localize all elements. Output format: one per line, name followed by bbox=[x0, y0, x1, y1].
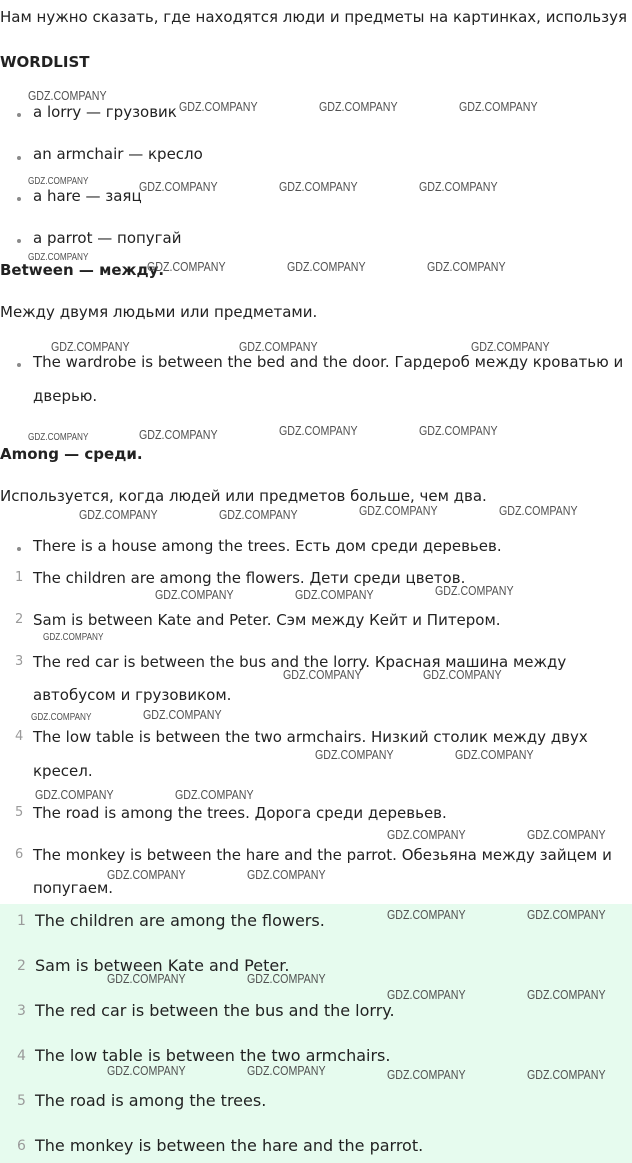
among-description: Используется, когда людей или предметов больше, чем два. bbox=[0, 487, 487, 505]
answer-text: The low table is between the two armchairs. bbox=[35, 1046, 391, 1065]
watermark: GDZ.COMPANY bbox=[387, 907, 466, 922]
bullet bbox=[17, 156, 21, 160]
wordlist-item-lorry: a lorry — грузовик bbox=[33, 103, 177, 121]
item-number: 6 bbox=[15, 847, 24, 862]
watermark: GDZ.COMPANY bbox=[455, 747, 534, 762]
watermark: GDZ.COMPANY bbox=[247, 1063, 326, 1078]
watermark: GDZ.COMPANY bbox=[435, 583, 514, 598]
watermark: GDZ.COMPANY bbox=[28, 252, 89, 263]
watermark: GDZ.COMPANY bbox=[527, 827, 606, 842]
watermark: GDZ.COMPANY bbox=[107, 971, 186, 986]
item-number: 1 bbox=[15, 570, 24, 585]
bullet bbox=[17, 113, 21, 117]
answer-box bbox=[0, 904, 632, 1163]
watermark: GDZ.COMPANY bbox=[423, 667, 502, 682]
numbered-item-text: The red car is between the bus and the lorry. Красная машина между bbox=[33, 653, 567, 671]
watermark: GDZ.COMPANY bbox=[247, 971, 326, 986]
watermark: GDZ.COMPANY bbox=[283, 667, 362, 682]
watermark: GDZ.COMPANY bbox=[527, 1067, 606, 1082]
watermark: GDZ.COMPANY bbox=[419, 423, 498, 438]
numbered-item-text: The children are among the flowers. Дети среди цветов. bbox=[33, 569, 466, 587]
watermark: GDZ.COMPANY bbox=[319, 99, 398, 114]
between-title: Between — между. bbox=[0, 261, 165, 279]
intro-text: Нам нужно сказать, где находятся люди и предметы на картинках, используя bbox=[0, 8, 627, 26]
answer-text: The monkey is between the hare and the parrot. bbox=[35, 1136, 424, 1155]
watermark: GDZ.COMPANY bbox=[279, 179, 358, 194]
watermark: GDZ.COMPANY bbox=[359, 503, 438, 518]
watermark: GDZ.COMPANY bbox=[387, 827, 466, 842]
watermark: GDZ.COMPANY bbox=[459, 99, 538, 114]
numbered-item-text-continued: кресел. bbox=[33, 762, 93, 780]
watermark: GDZ.COMPANY bbox=[35, 787, 114, 802]
watermark: GDZ.COMPANY bbox=[51, 339, 130, 354]
watermark: GDZ.COMPANY bbox=[387, 1067, 466, 1082]
watermark: GDZ.COMPANY bbox=[499, 503, 578, 518]
numbered-item-text: The monkey is between the hare and the parrot. Обезьяна между зайцем и bbox=[33, 846, 612, 864]
watermark: GDZ.COMPANY bbox=[239, 339, 318, 354]
answer-number: 5 bbox=[17, 1093, 26, 1109]
numbered-item-text-continued: автобусом и грузовиком. bbox=[33, 686, 232, 704]
watermark: GDZ.COMPANY bbox=[427, 259, 506, 274]
numbered-item-text: The low table is between the two armchairs. Низкий столик между двух bbox=[33, 728, 588, 746]
answer-number: 2 bbox=[17, 958, 26, 974]
watermark: GDZ.COMPANY bbox=[139, 179, 218, 194]
watermark: GDZ.COMPANY bbox=[43, 632, 104, 643]
watermark: GDZ.COMPANY bbox=[527, 987, 606, 1002]
between-example: The wardrobe is between the bed and the door. Гардероб между кроватью и bbox=[33, 353, 624, 371]
answer-text: The children are among the flowers. bbox=[35, 911, 325, 930]
bullet bbox=[17, 197, 21, 201]
watermark: GDZ.COMPANY bbox=[28, 88, 107, 103]
bullet bbox=[17, 547, 21, 551]
watermark: GDZ.COMPANY bbox=[28, 176, 89, 187]
item-number: 5 bbox=[15, 805, 24, 820]
answer-number: 3 bbox=[17, 1003, 26, 1019]
numbered-item-text: The road is among the trees. Дорога среди деревьев. bbox=[33, 804, 447, 822]
wordlist-item-hare: a hare — заяц bbox=[33, 187, 142, 205]
among-example: There is a house among the trees. Есть дом среди деревьев. bbox=[33, 537, 502, 555]
answer-number: 6 bbox=[17, 1138, 26, 1154]
item-number: 3 bbox=[15, 654, 24, 669]
watermark: GDZ.COMPANY bbox=[179, 99, 258, 114]
item-number: 2 bbox=[15, 612, 24, 627]
watermark: GDZ.COMPANY bbox=[527, 907, 606, 922]
watermark: GDZ.COMPANY bbox=[219, 507, 298, 522]
watermark: GDZ.COMPANY bbox=[143, 707, 222, 722]
watermark: GDZ.COMPANY bbox=[28, 432, 89, 443]
watermark: GDZ.COMPANY bbox=[31, 712, 92, 723]
watermark: GDZ.COMPANY bbox=[279, 423, 358, 438]
between-description: Между двумя людьми или предметами. bbox=[0, 303, 318, 321]
watermark: GDZ.COMPANY bbox=[147, 259, 226, 274]
watermark: GDZ.COMPANY bbox=[107, 867, 186, 882]
watermark: GDZ.COMPANY bbox=[471, 339, 550, 354]
numbered-item-text-continued: попугаем. bbox=[33, 879, 114, 897]
bullet bbox=[17, 239, 21, 243]
bullet bbox=[17, 363, 21, 367]
watermark: GDZ.COMPANY bbox=[247, 867, 326, 882]
watermark: GDZ.COMPANY bbox=[139, 427, 218, 442]
watermark: GDZ.COMPANY bbox=[79, 507, 158, 522]
item-number: 4 bbox=[15, 729, 24, 744]
among-title: Among — среди. bbox=[0, 445, 143, 463]
wordlist-item-parrot: a parrot — попугай bbox=[33, 229, 182, 247]
numbered-item-text: Sam is between Kate and Peter. Сэм между Кейт и Питером. bbox=[33, 611, 501, 629]
between-example-continued: дверью. bbox=[33, 387, 98, 405]
wordlist-item-armchair: an armchair — кресло bbox=[33, 145, 203, 163]
answer-text: The red car is between the bus and the lorry. bbox=[35, 1001, 395, 1020]
watermark: GDZ.COMPANY bbox=[107, 1063, 186, 1078]
watermark: GDZ.COMPANY bbox=[155, 587, 234, 602]
watermark: GDZ.COMPANY bbox=[295, 587, 374, 602]
answer-text: Sam is between Kate and Peter. bbox=[35, 956, 290, 975]
watermark: GDZ.COMPANY bbox=[419, 179, 498, 194]
wordlist-title: WORDLIST bbox=[0, 53, 90, 71]
watermark: GDZ.COMPANY bbox=[287, 259, 366, 274]
watermark: GDZ.COMPANY bbox=[175, 787, 254, 802]
watermark: GDZ.COMPANY bbox=[315, 747, 394, 762]
watermark: GDZ.COMPANY bbox=[387, 987, 466, 1002]
answer-text: The road is among the trees. bbox=[35, 1091, 267, 1110]
answer-number: 4 bbox=[17, 1048, 26, 1064]
answer-number: 1 bbox=[17, 913, 26, 929]
